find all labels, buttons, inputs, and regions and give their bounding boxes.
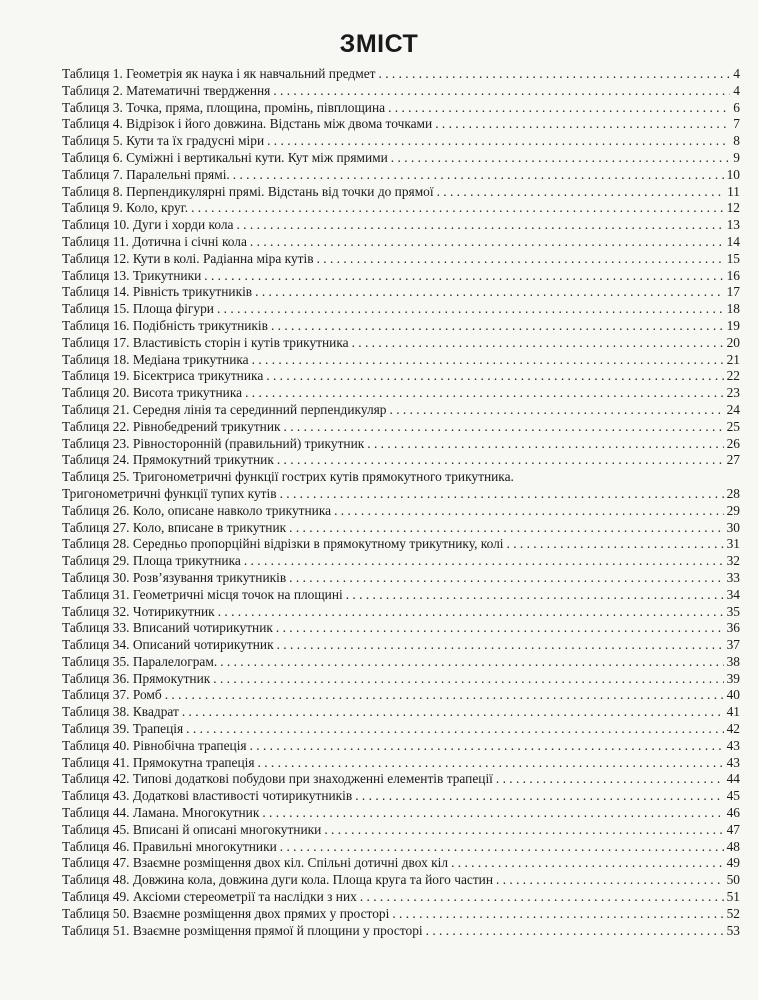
leader-dots [289,520,723,537]
toc-page-number: 38 [726,653,740,669]
leader-dots [390,402,724,419]
toc-entry-title: Таблиця 19. Бісектриса трикутника [62,368,264,384]
toc-page-number: 19 [726,317,740,333]
toc-entry-title: Таблиця 47. Взаємне розміщення двох кіл. Спільні дотичні двох кіл [62,855,449,871]
toc-entry [62,839,740,856]
leader-dots [250,234,724,251]
toc-page-number: 43 [726,754,740,770]
toc-entry [62,704,740,721]
toc-entry [62,721,740,738]
leader-dots [289,570,723,587]
toc-entry [62,738,740,755]
toc-entry [62,150,740,167]
toc-page-number: 52 [726,905,740,921]
toc-entry-title: Таблиця 48. Довжина кола, довжина дуги кола. Площа круга та його частин [62,872,494,888]
toc-page-number: 46 [726,805,740,821]
leader-dots [388,100,730,117]
toc-entry-title: Таблиця 10. Дуги і хорди кола [62,217,234,233]
toc-entry [62,553,740,570]
toc-page-number: 7 [733,116,740,132]
toc-entry [62,872,740,889]
toc-entry-title: Таблиця 11. Дотична і січні кола [62,233,247,249]
toc-page-number: 18 [726,301,740,317]
toc-entry-title: Таблиця 44. Ламана. Многокутник [62,805,260,821]
toc-entry [62,419,740,436]
toc-entry-title: Таблиця 46. Правильні многокутники [62,838,277,854]
toc-page-number: 8 [733,133,740,149]
toc-entry-title: Таблиця 18. Медіана трикутника [62,351,249,367]
toc-entry-title: Таблиця 45. Вписані й описані многокутники [62,821,322,837]
toc-entry [62,385,740,402]
leader-dots [204,268,723,285]
toc-entry-title: Таблиця 1. Геометрія як наука і як навчальний предмет [62,66,376,81]
leader-dots [435,116,730,133]
toc-entry [62,352,740,369]
leader-dots [267,133,730,150]
toc-entry-title: Таблиця 33. Вписаний чотирикутник [62,620,273,636]
toc-page-number: 45 [726,788,740,804]
toc-entry [62,284,740,301]
toc-page-number: 48 [726,838,740,854]
toc-page-number: 36 [726,620,740,636]
leader-dots [317,251,724,268]
toc-entry-title: Таблиця 38. Квадрат [62,704,179,720]
toc-entry-title: Таблиця 4. Відрізок і його довжина. Відстань між двома точками [62,116,433,132]
leader-dots [182,704,724,721]
toc-entry [62,301,740,318]
leader-dots [346,587,724,604]
toc-entry [62,469,740,486]
toc-page-number: 17 [726,284,740,300]
leader-dots [391,150,731,167]
leader-dots [352,335,724,352]
leader-dots [280,486,724,503]
leader-dots [392,906,723,923]
toc-page-number: 29 [726,502,740,518]
toc-entry-title: Таблиця 35. Паралелограм. [62,653,218,669]
leader-dots [276,620,724,637]
leader-dots [244,553,724,570]
toc-entry-title: Таблиця 26. Коло, описане навколо трикутника [62,502,332,518]
toc-entry-title: Таблиця 6. Суміжні і вертикальні кути. Кут між прямими [62,149,388,165]
toc-entry [62,133,740,150]
toc-entry [62,318,740,335]
toc-entry-title: Таблиця 12. Кути в колі. Радіанна міра кутів [62,250,314,266]
toc-entry-title: Таблиця 13. Трикутники [62,267,202,283]
leader-dots [262,805,723,822]
toc-entry-title: Таблиця 32. Чотирикутник [62,603,215,619]
toc-entry-title: Таблиця 37. Ромб [62,687,162,703]
toc-entry [62,335,740,352]
page-title: ЗМІСТ [339,30,419,58]
leader-dots [255,284,723,301]
toc-page-number: 21 [726,351,740,367]
toc-entry [62,637,740,654]
toc-entry-continuation [62,486,740,503]
toc-entry-title: Таблиця 49. Аксіоми стереометрії та наслідки з них [62,889,357,905]
toc-entry-title: Таблиця 43. Додаткові властивості чотирикутників [62,788,353,804]
leader-dots [334,503,724,520]
toc-page-number: 4 [733,82,740,98]
toc-entry-title: Таблиця 36. Прямокутник [62,670,211,686]
toc-entry [62,66,740,83]
toc-entry [62,855,740,872]
leader-dots [496,872,724,889]
leader-dots [273,83,730,100]
leader-dots [236,217,723,234]
toc-page-number: 24 [726,401,740,417]
toc-page-number: 20 [726,334,740,350]
toc-page-number: 6 [733,99,740,115]
toc-page-number: 50 [726,872,740,888]
toc-entry-title: Таблиця 41. Прямокутна трапеція [62,754,255,770]
toc-page-number: 37 [726,637,740,653]
toc-entry-title: Таблиця 31. Геометричні місця точок на площині [62,586,343,602]
toc-page-number: 41 [726,704,740,720]
toc-entry [62,217,740,234]
toc-page-number: 16 [726,267,740,283]
leader-dots [245,385,724,402]
toc-entry [62,620,740,637]
toc-entry-title: Таблиця 30. Розв’язування трикутників [62,569,287,585]
leader-dots [271,318,724,335]
toc-page-number: 51 [726,889,740,905]
leader-dots [367,436,723,453]
toc-entry [62,520,740,537]
toc-entry [62,671,740,688]
toc-entry-title: Таблиця 42. Типові додаткові побудови при знаходженні елементів трапеції [62,771,493,787]
leader-dots [165,687,724,704]
toc-page-number: 22 [726,368,740,384]
toc-entry [62,805,740,822]
toc-entry [62,368,740,385]
toc-entry [62,822,740,839]
leader-dots [379,66,731,83]
toc-entry-title: Таблиця 2. Математичні твердження [62,82,271,98]
toc-entry-title: Таблиця 50. Взаємне розміщення двох прямих у просторі [62,905,390,921]
toc-entry [62,251,740,268]
toc-page-number: 32 [726,553,740,569]
toc-entry-title-cont: Тригонометричні функції тупих кутів [62,485,277,501]
toc-entry-title: Таблиця 51. Взаємне розміщення прямої й площини у просторі [62,922,423,938]
toc-entry [62,234,740,251]
toc-page-number: 53 [726,922,740,938]
toc-entry-title: Таблиця 15. Площа фігури [62,301,214,317]
leader-dots [233,167,724,184]
toc-entry [62,604,740,621]
leader-dots [280,839,724,856]
toc-entry [62,755,740,772]
toc-entry-title: Таблиця 16. Подібність трикутників [62,317,268,333]
toc-entry-title: Таблиця 29. Площа трикутника [62,553,241,569]
toc-page-number: 28 [726,485,740,501]
toc-page-number: 40 [726,687,740,703]
toc-entry-title: Таблиця 25. Тригонометричні функції гострих кутів прямокутного трикутника. [62,469,514,485]
toc-entry [62,452,740,469]
toc-page-number: 42 [726,721,740,737]
leader-dots [217,301,724,318]
toc-entry [62,83,740,100]
toc-entry [62,906,740,923]
leader-dots [252,352,724,369]
toc-entry-title: Таблиця 14. Рівність трикутників [62,284,253,300]
toc-page-number: 30 [726,519,740,535]
toc-entry [62,654,740,671]
toc-entry [62,687,740,704]
toc-entry-title: Таблиця 20. Висота трикутника [62,385,243,401]
toc-entry-title: Таблиця 22. Рівнобедрений трикутник [62,418,281,434]
leader-dots [507,536,724,553]
toc-page-number: 12 [726,200,740,216]
leader-dots [355,788,723,805]
toc-page-number: 43 [726,737,740,753]
leader-dots [266,368,723,385]
leader-dots [277,452,724,469]
toc-page-number: 10 [726,166,740,182]
toc-entry [62,503,740,520]
leader-dots [284,419,724,436]
toc-entry-title: Таблиця 9. Коло, круг. [62,200,189,216]
leader-dots [191,200,724,217]
toc-page-number: 13 [726,217,740,233]
toc-entry [62,436,740,453]
toc-page-number: 25 [726,418,740,434]
toc-page-number: 11 [727,183,740,199]
toc-page-number: 27 [726,452,740,468]
leader-dots [426,923,724,940]
toc-page-number: 14 [726,233,740,249]
leader-dots [220,654,723,671]
leader-dots [360,889,724,906]
leader-dots [258,755,724,772]
leader-dots [437,184,725,201]
toc-entry-title: Таблиця 39. Трапеція [62,721,184,737]
toc-entry-title: Таблиця 23. Рівносторонній (правильний) трикутник [62,435,365,451]
toc-entry-title: Таблиця 24. Прямокутний трикутник [62,452,274,468]
toc-page-number: 35 [726,603,740,619]
toc-entry [62,268,740,285]
leader-dots [186,721,723,738]
toc-page-number: 44 [726,771,740,787]
toc-entry [62,771,740,788]
toc-entry-title: Таблиця 21. Середня лінія та серединний перпендикуляр [62,401,387,417]
toc-page-number: 23 [726,385,740,401]
toc-entry-title: Таблиця 28. Середньо пропорційні відрізки в прямокутному трикутнику, колі [62,536,504,552]
toc-page-number: 26 [726,435,740,451]
toc-entry-title: Таблиця 3. Точка, пряма, площина, промінь, півплощина [62,99,386,115]
toc-page-number: 9 [733,149,740,165]
toc-page-number: 33 [726,569,740,585]
toc-page-number: 4 [733,66,740,81]
leader-dots [324,822,723,839]
leader-dots [250,738,724,755]
toc-entry [62,100,740,117]
toc-entry-title: Таблиця 34. Описаний чотирикутник [62,637,274,653]
toc-entry-title: Таблиця 17. Властивість сторін і кутів трикутника [62,334,349,350]
toc-page-number: 15 [726,250,740,266]
leader-dots [213,671,723,688]
toc-entry [62,570,740,587]
toc-entry-title: Таблиця 27. Коло, вписане в трикутник [62,519,287,535]
toc-entry [62,200,740,217]
toc-page-number: 39 [726,670,740,686]
leader-dots [451,855,724,872]
leader-dots [496,771,724,788]
toc-entry-title: Таблиця 8. Перпендикулярні прямі. Відстань від точки до прямої [62,183,434,199]
toc-entry [62,167,740,184]
table-of-contents [62,66,740,939]
toc-page-number: 31 [726,536,740,552]
toc-page-number: 49 [726,855,740,871]
toc-entry [62,889,740,906]
toc-page-number: 47 [726,821,740,837]
toc-entry [62,923,740,940]
toc-entry-title: Таблиця 7. Паралельні прямі. [62,166,230,182]
leader-dots [277,637,724,654]
toc-entry-title: Таблиця 5. Кути та їх градусні міри [62,133,265,149]
toc-entry [62,184,740,201]
toc-entry [62,788,740,805]
toc-page-number: 34 [726,586,740,602]
toc-entry [62,402,740,419]
toc-entry [62,536,740,553]
toc-entry-title: Таблиця 40. Рівнобічна трапеція [62,737,247,753]
leader-dots [218,604,724,621]
toc-entry [62,587,740,604]
toc-entry [62,116,740,133]
